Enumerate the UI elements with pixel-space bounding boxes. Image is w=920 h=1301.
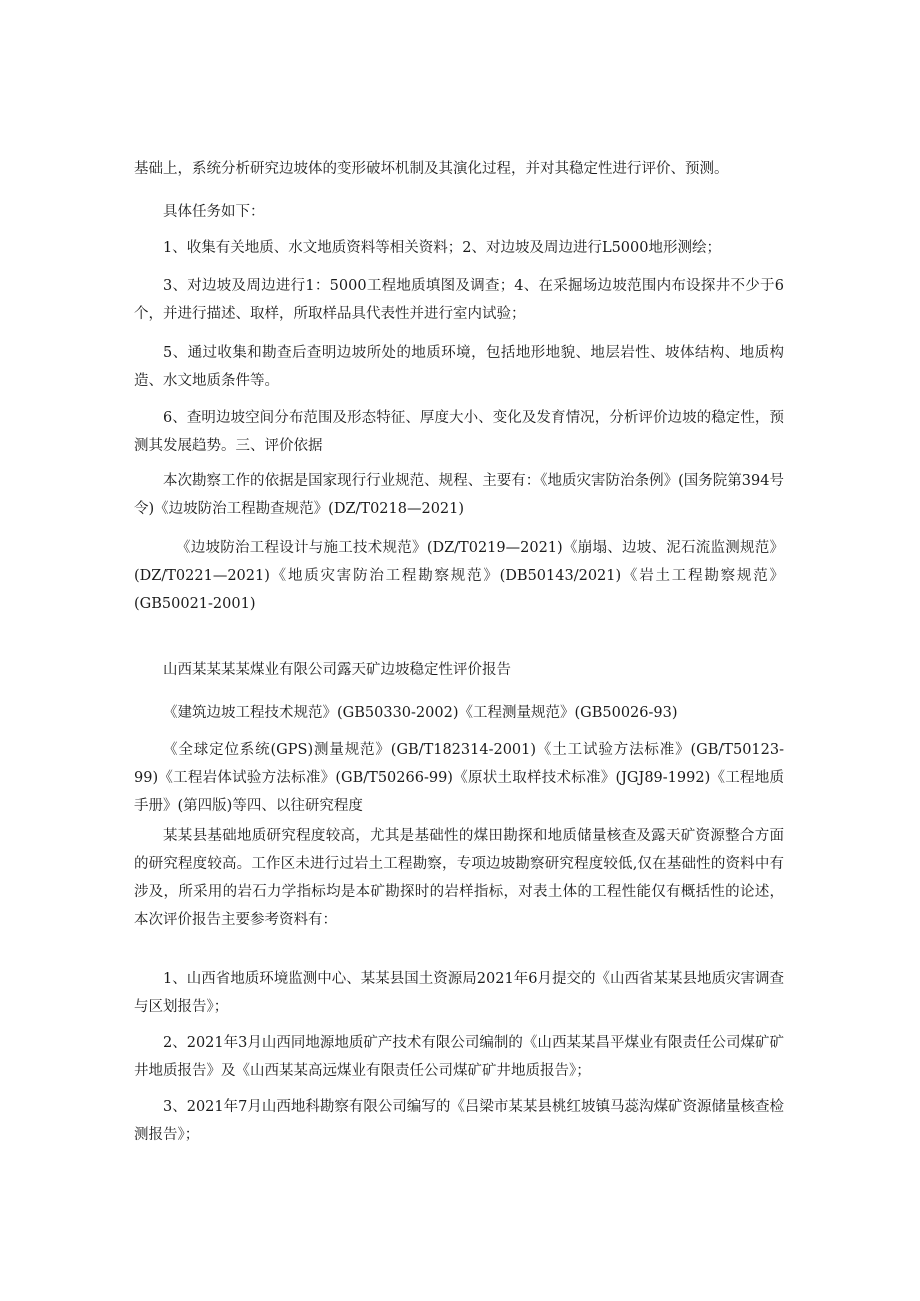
paragraph-task-6: 6、查明边坡空间分布范围及形态特征、厚度大小、变化及发育情况，分析评价边坡的稳定性，预测其发展趋势。三、评价依据 xyxy=(134,410,784,454)
paragraph-standards-1: 《边坡防治工程设计与施工技术规范》(DZ/T0219—2021)《崩塌、边坡、泥石流监测规范》(DZ/T0221—2021)《地质灾害防治工程勘察规范》(DB50143/2021)《岩土工程勘察规范》(GB50021-2001) xyxy=(134,540,784,612)
paragraph-task-5: 5、通过收集和勘查后查明边坡所处的地质环境，包括地形地貌、地层岩性、坡体结构、地质构造、水文地质条件等。 xyxy=(134,345,784,389)
paragraph-tasks-heading: 具体任务如下： xyxy=(163,204,265,220)
paragraph-reference-2: 2、2021年3月山西同地源地质矿产技术有限公司编制的《山西某某昌平煤业有限责任公司煤矿矿井地质报告》及《山西某某高远煤业有限责任公司煤矿矿井地质报告》； xyxy=(134,1035,784,1079)
paragraph-continuation: 基础上，系统分析研究边坡体的变形破坏机制及其演化过程，并对其稳定性进行评价、预测。 xyxy=(134,161,729,177)
paragraph-standards-3: 《全球定位系统(GPS)测量规范》(GB/T182314-2001)《土工试验方法标准》(GB/T50123-99)《工程岩体试验方法标准》(GB/T50266-99)《原状土取样技术标准》(JGJ89-1992)《工程地质手册》(第四版)等四、以往研究程度 xyxy=(134,742,784,814)
paragraph-research-degree: 某某县基础地质研究程度较高，尤其是基础性的煤田勘探和地质储量核查及露天矿资源整合方面的研究程度较高。工作区未进行过岩土工程勘察，专项边坡勘察研究程度较低,仅在基础性的资料中有涉及，所采用的岩石力学指标均是本矿勘探时的岩样指标，对表土体的工程性能仅有概括性的论述，本次评价报告主要参考资料有： xyxy=(134,828,784,928)
paragraph-reference-1: 1、山西省地质环境监测中心、某某县国土资源局2021年6月提交的《山西省某某县地质灾害调查与区划报告》； xyxy=(134,971,784,1015)
paragraph-task-3-4: 3、对边坡及周边进行1：5000工程地质填图及调查；4、在采掘场边坡范围内布设探井不少于6个，并进行描述、取样，所取样品具代表性并进行室内试验； xyxy=(134,278,784,322)
paragraph-task-1-2: 1、收集有关地质、水文地质资料等相关资料；2、对边坡及周边进行L5000地形测绘； xyxy=(163,240,721,256)
paragraph-reference-3: 3、2021年7月山西地科勘察有限公司编写的《吕梁市某某县桃红坡镇马蕊沟煤矿资源储量核查检测报告》； xyxy=(134,1099,784,1143)
running-header: 山西某某某某煤业有限公司露天矿边坡稳定性评价报告 xyxy=(163,662,511,678)
paragraph-standards-2: 《建筑边坡工程技术规范》(GB50330-2002)《工程测量规范》(GB50026-93) xyxy=(163,705,678,721)
paragraph-basis: 本次勘察工作的依据是国家现行行业规范、规程、主要有：《地质灾害防治条例》(国务院第394号令)《边坡防治工程勘查规范》(DZ/T0218—2021) xyxy=(134,473,784,517)
